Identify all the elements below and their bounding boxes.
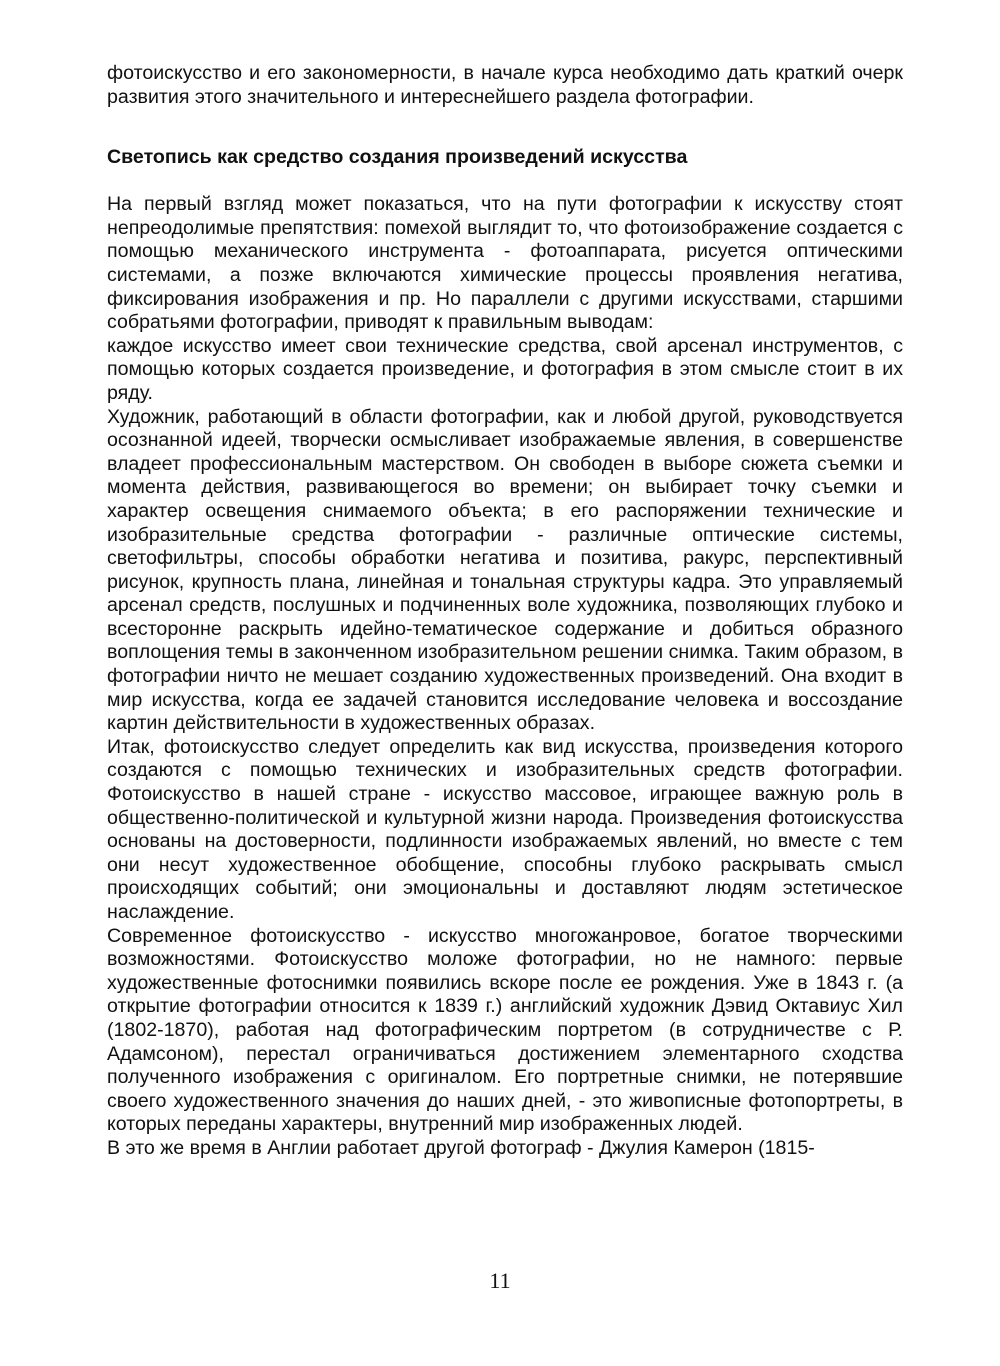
- body-paragraph: Художник, работающий в области фотографии, как и любой другой, руководствуется осознанной идеей, творчески осмысливает изображаемые явления, в совершенстве владеет профессиональным мастерством. Он свободен в выборе сюжета съемки и момента действия, развивающегося во времени; он выбирает точку съемки и характер освещения снимаемого объекта; в его распоряжении технические и изобразительные средства фотографии - различные оптические системы, светофильтры, способы обработки негатива и позитива, ракурс, перспективный рисунок, крупность плана, линейная и тональная структуры кадра. Это управляемый арсенал средств, послушных и подчиненных воле художника, позволяющих глубоко и всесторонне раскрыть идейно-тематическое содержание и добиться образного воплощения темы в законченном изобразительном решении снимка. Таким образом, в фотографии ничто не мешает созданию художественных произведений. Она входит в мир искусства, когда ее задачей становится исследование человека и воссоздание картин действительности в художественных образах.: [107, 405, 903, 735]
- body-paragraph: каждое искусство имеет свои технические средства, свой арсенал инструментов, с помощью которых создается произведение, и фотография в этом смысле стоит в их ряду.: [107, 334, 903, 404]
- body-paragraph: Итак, фотоискусство следует определить как вид искусства, произведения которого создаются с помощью технических и изобразительных средств фотографии. Фотоискусство в нашей стране - искусство массовое, играющее важную роль в общественно-политической и культурной жизни народа. Произведения фотоискусства основаны на достоверности, подлинности изображаемых явлений, но вместе с тем они несут художественное обобщение, способны глубоко раскрывать смысл происходящих событий; они эмоциональны и доставляют людям эстетическое наслаждение.: [107, 735, 903, 923]
- body-paragraph: Современное фотоискусство - искусство многожанровое, богатое творческими возможностями. Фотоискусство моложе фотографии, но не намного: первые художественные фотоснимки появились вскоре после ее рождения. Уже в 1843 г. (а открытие фотографии относится к 1839 г.) английский художник Дэвид Октавиус Хил (1802-1870), работая над фотографическим портретом (в сотрудничестве с Р. Адамсоном), перестал ограничиваться достижением элементарного сходства полученного изображения с оригиналом. Его портретные снимки, не потерявшие своего художественного значения до наших дней, - это живописные фотопортреты, в которых переданы характеры, внутренний мир изображенных людей.: [107, 924, 903, 1136]
- body-paragraph-last: В это же время в Англии работает другой фотограф - Джулия Камерон (1815-: [107, 1136, 815, 1159]
- intro-paragraph: фотоискусство и его закономерности, в начале курса необходимо дать краткий очерк развития этого значительного и интереснейшего раздела фотографии.: [107, 62, 903, 108]
- page-body: [107, 62, 903, 1161]
- body-paragraph: На первый взгляд может показаться, что на пути фотографии к искусству стоят непреодолимые препятствия: помехой выглядит то, что фотоизображение создается с помощью механического инструмента - фотоаппарата, рисуется оптическими системами, а позже включаются химические процессы проявления негатива, фиксирования изображения и пр. Но параллели с другими искусствами, старшими собратьями фотографии, приводят к правильным выводам:: [107, 193, 903, 334]
- page-number: 11: [489, 1268, 511, 1293]
- section-heading: Светопись как средство создания произведений искусства: [107, 146, 688, 169]
